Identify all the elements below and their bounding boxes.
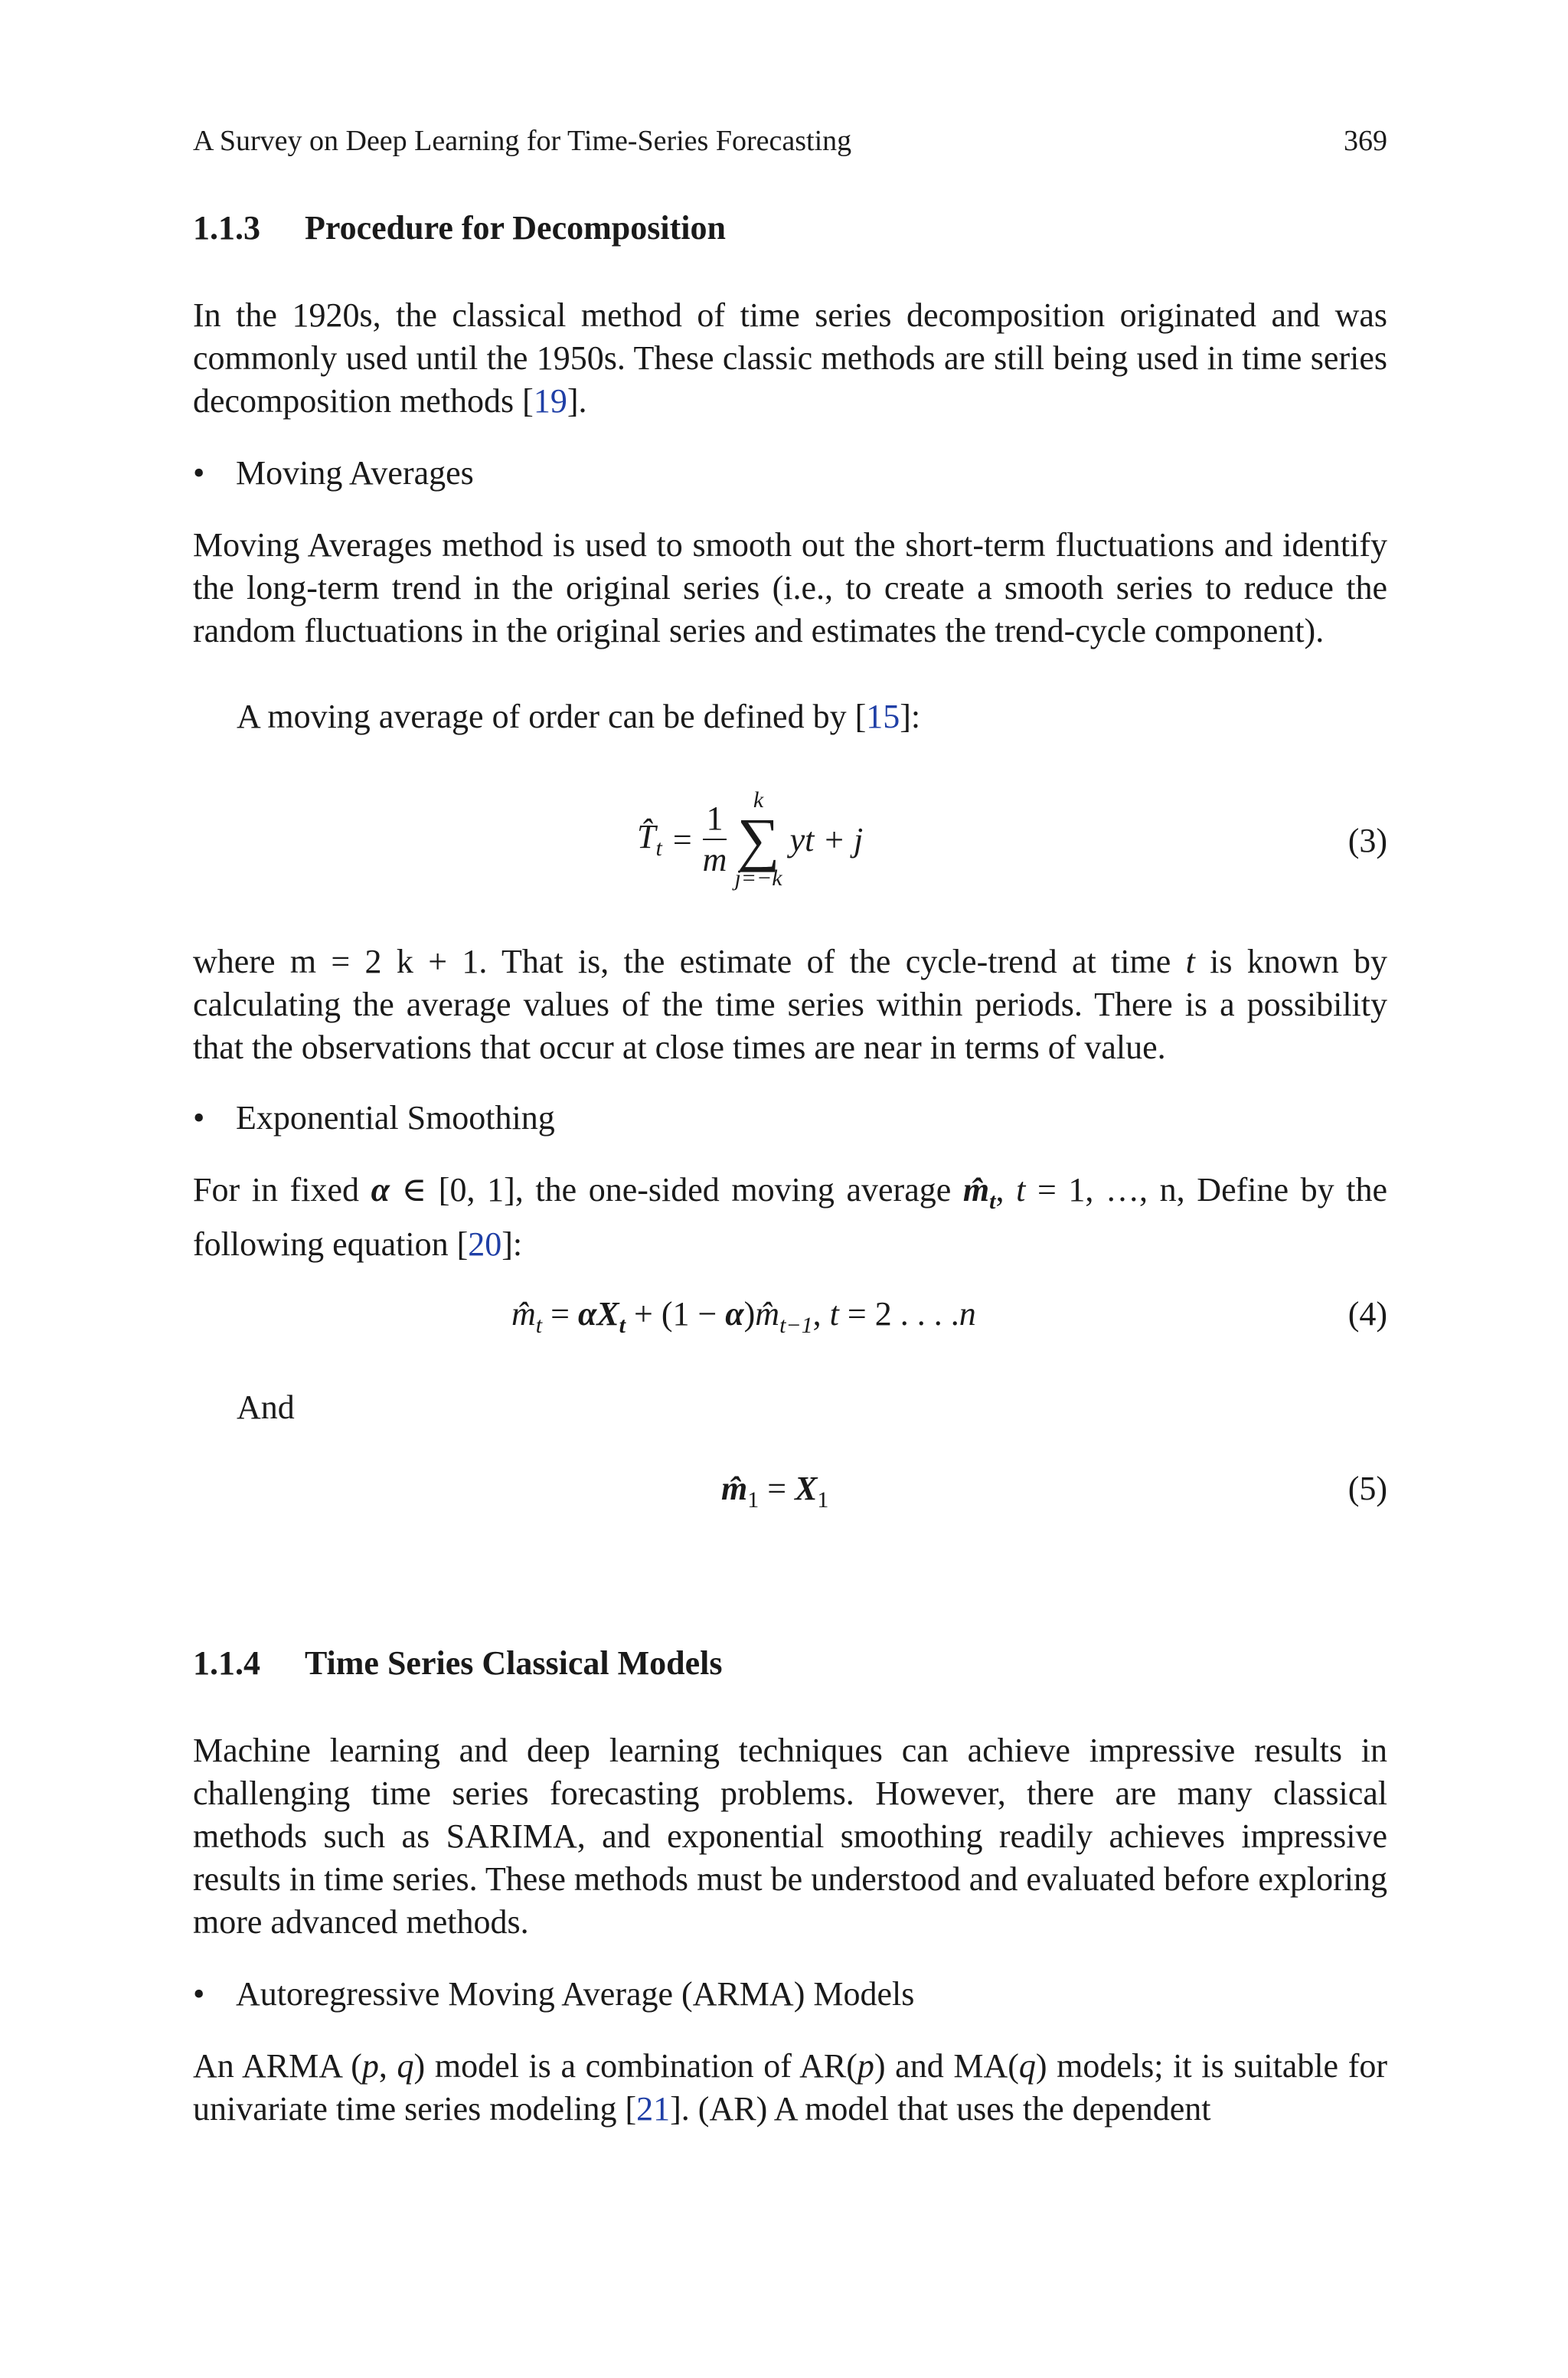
bullet-moving-averages — [193, 452, 474, 495]
text: ]. (AR) A model that uses the dependent — [670, 2090, 1211, 2128]
citation-link[interactable]: 19 — [533, 382, 567, 420]
bullet-arma — [193, 1973, 914, 2016]
var-p: p — [857, 2047, 874, 2085]
equation-4 — [193, 1294, 1387, 1343]
sum-upper: k — [753, 787, 764, 813]
sigma-symbol: ∑ — [737, 806, 780, 872]
denominator: m — [702, 841, 727, 878]
paragraph-where — [193, 940, 1387, 1069]
summation — [734, 788, 782, 891]
citation-link[interactable]: 20 — [468, 1225, 502, 1263]
paragraph-intro — [193, 294, 1387, 423]
bullet-icon: • — [193, 1099, 205, 1137]
bullet-exponential-smoothing — [193, 1097, 555, 1140]
sum-lower: j=−k — [734, 865, 782, 891]
text: where m = 2 k + 1. That is, the estimate of the cycle-trend at time — [193, 943, 1186, 980]
paragraph-classical-models: Machine learning and deep learning techniques can achieve impressive results in challenging time series forecasting problems. However, there are many classical methods such as SARIMA, and exponential smoothing readily achieves impressive results in time series. These methods must be understood and evaluated before exploring more advanced methods. — [193, 1732, 1387, 1941]
alpha-symbol: α — [371, 1171, 390, 1209]
equation-3 — [193, 778, 1387, 901]
text: An ARMA ( — [193, 2047, 362, 2085]
equation-body: $m̂_t = \alpha X_t + (1$ − $\alpha)m̂_{t-1}$, t = 2 . . . .n — [511, 1295, 976, 1338]
fraction — [703, 799, 727, 880]
section-heading-1-1-4 — [193, 1644, 722, 1683]
text: ]. — [567, 382, 587, 420]
eq-rhs: yt + j — [789, 820, 864, 859]
text: ) models; it is suitable for univariate time series modeling [ — [193, 2047, 1388, 2128]
section-title: Procedure for Decomposition — [305, 209, 726, 247]
paragraph-moving-averages: Moving Averages method is used to smooth out the short-term fluctuations and identify the long-term trend in the original series (i.e., to create a smooth series to reduce the random fluctuations in the original series and estimates the trend-cycle component). — [193, 526, 1387, 649]
equation-number: (3) — [1348, 822, 1387, 859]
equation-5 — [193, 1469, 1387, 1518]
section-number: 1.1.4 — [193, 1644, 260, 1682]
equation-body — [637, 778, 863, 901]
bullet-label: Autoregressive Moving Average (ARMA) Models — [236, 1975, 915, 2013]
var-p: p — [361, 2047, 379, 2085]
section-title: Time Series Classical Models — [305, 1644, 723, 1682]
var-t: t — [1016, 1171, 1026, 1209]
text: , — [378, 2047, 397, 2085]
paragraph-arma — [193, 2045, 1387, 2131]
text: is known by calculating the average values of the time series within periods. There is a possibility that the observations that occur at close times are near in terms of value. — [193, 943, 1387, 1066]
var-q: q — [1018, 2047, 1036, 2085]
bullet-label: Exponential Smoothing — [236, 1099, 555, 1137]
text: ) and MA( — [874, 2047, 1019, 2085]
and-text: And — [237, 1389, 295, 1426]
eq-lhs: $T̂_t$ — [637, 818, 662, 861]
section-number: 1.1.3 — [193, 209, 260, 247]
equation-body: $m̂_1 = X_1$ — [721, 1470, 829, 1513]
var-q: q — [397, 2047, 414, 2085]
m-hat: $m̂_t$ — [962, 1171, 996, 1214]
citation-link[interactable]: 21 — [636, 2090, 671, 2128]
text: In the 1920s, the classical method of time series decomposition originated and was commonly used until the 1950s. These classic methods are still being used in time series decomposition methods [ — [193, 296, 1387, 420]
text: For in fixed — [193, 1171, 371, 1209]
running-title: A Survey on Deep Learning for Time-Series Forecasting — [193, 125, 852, 157]
eq-equals: = — [672, 820, 692, 859]
bullet-icon: • — [193, 454, 205, 492]
text: A moving average of order can be defined by [ — [237, 698, 867, 735]
section-heading-1-1-3 — [193, 208, 726, 247]
equation-number: (4) — [1348, 1295, 1387, 1333]
var-t: t — [1185, 943, 1195, 980]
running-head — [193, 124, 1387, 158]
paragraph-moving-average-order — [193, 695, 1387, 738]
equation-number: (5) — [1348, 1470, 1387, 1507]
text: ]: — [900, 698, 921, 735]
bullet-icon: • — [193, 1975, 205, 2013]
paragraph-exp-smoothing — [193, 1169, 1387, 1266]
text: , — [995, 1171, 1017, 1209]
bullet-label: Moving Averages — [236, 454, 474, 492]
citation-link[interactable]: 15 — [866, 698, 900, 735]
page-number: 369 — [1344, 125, 1387, 157]
text: ]: — [501, 1225, 523, 1263]
text: = 1, …, n, Define by the following equation [ — [193, 1171, 1388, 1263]
text: ) model is a combination of AR( — [413, 2047, 858, 2085]
numerator: 1 — [703, 799, 727, 840]
text: ∈ [0, 1], the one-sided moving average — [389, 1171, 963, 1209]
